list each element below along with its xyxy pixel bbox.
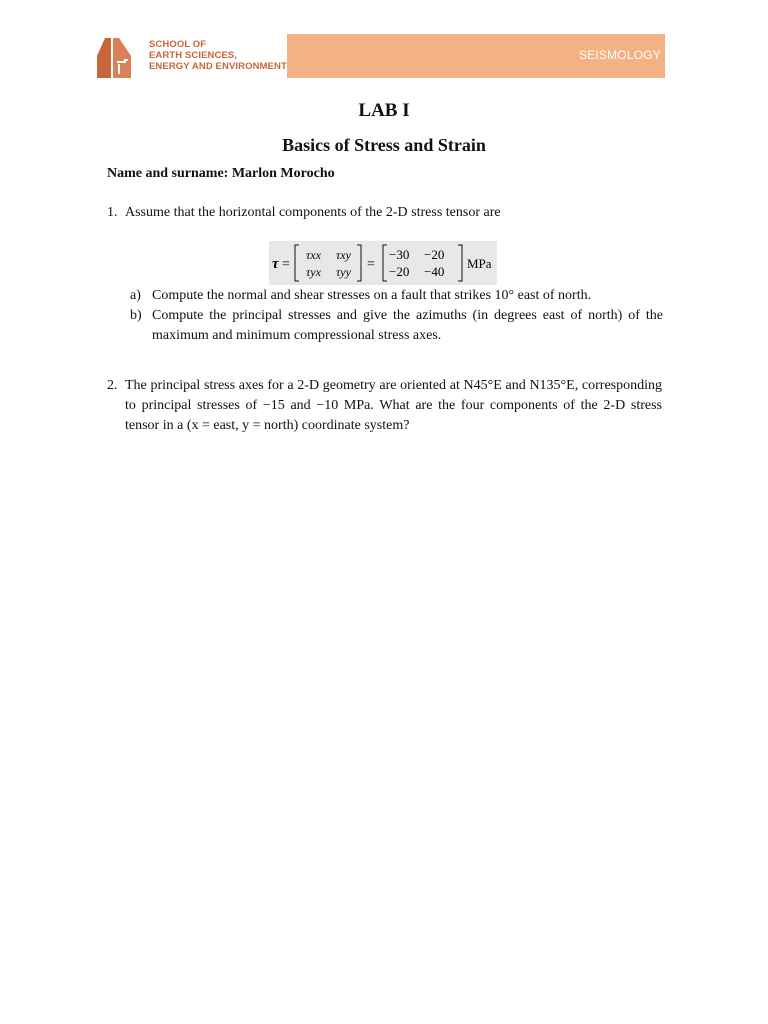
stress-tensor-equation [269,241,497,285]
equals-sign: = [367,257,375,272]
header-banner [287,34,665,78]
tensor-component: τyy [336,265,351,279]
tensor-component: τxy [336,248,351,262]
school-name [149,39,287,72]
part-label: a) [130,288,141,303]
equation-graphic [269,241,497,285]
school-logo-icon [97,38,131,78]
tau-symbol: τ [272,256,279,272]
tensor-component: τxx [306,248,321,262]
equals-sign: = [282,257,290,272]
right-bracket [458,245,462,281]
part-label: b) [130,308,142,323]
tensor-value: −20 [389,264,410,279]
tensor-component: τyx [306,265,321,279]
question-1-part-a [130,286,663,306]
student-name: Name and surname: Marlon Morocho [107,166,335,181]
lab-subtitle: Basics of Stress and Strain [282,135,486,155]
tensor-value: −30 [389,247,410,262]
part-text: Compute the principal stresses and give the azimuths (in degrees east of north) of the maximum and minimum compressional stress axes. [152,308,663,343]
left-bracket [383,245,387,281]
question-text: The principal stress axes for a 2-D geometry are oriented at N45°E and N135°E, corresponding to principal stresses of −15 and −10 MPa. What are the four components of the 2-D stress tensor in a (x = east, y = north) coordinate system? [125,378,662,433]
school-name-line: EARTH SCIENCES, [149,50,238,61]
right-bracket [357,245,361,281]
tensor-value: −40 [424,264,445,279]
school-name-line: ENERGY AND ENVIRONMENT [149,61,287,72]
question-number: 2. [107,378,118,393]
part-text: Compute the normal and shear stresses on a fault that strikes 10° east of north. [152,288,592,303]
question-2 [107,376,662,436]
question-1-part-b [130,306,663,346]
tensor-value: −20 [424,247,445,262]
course-label: SEISMOLOGY [578,48,661,62]
unit-label: MPa [467,256,492,271]
left-bracket [295,245,299,281]
document-header [97,34,665,78]
question-1 [107,203,662,223]
question-number: 1. [107,205,118,220]
school-name-line: SCHOOL OF [149,39,207,50]
question-text: Assume that the horizontal components of the 2-D stress tensor are [125,205,501,220]
lab-title: LAB I [358,100,410,121]
